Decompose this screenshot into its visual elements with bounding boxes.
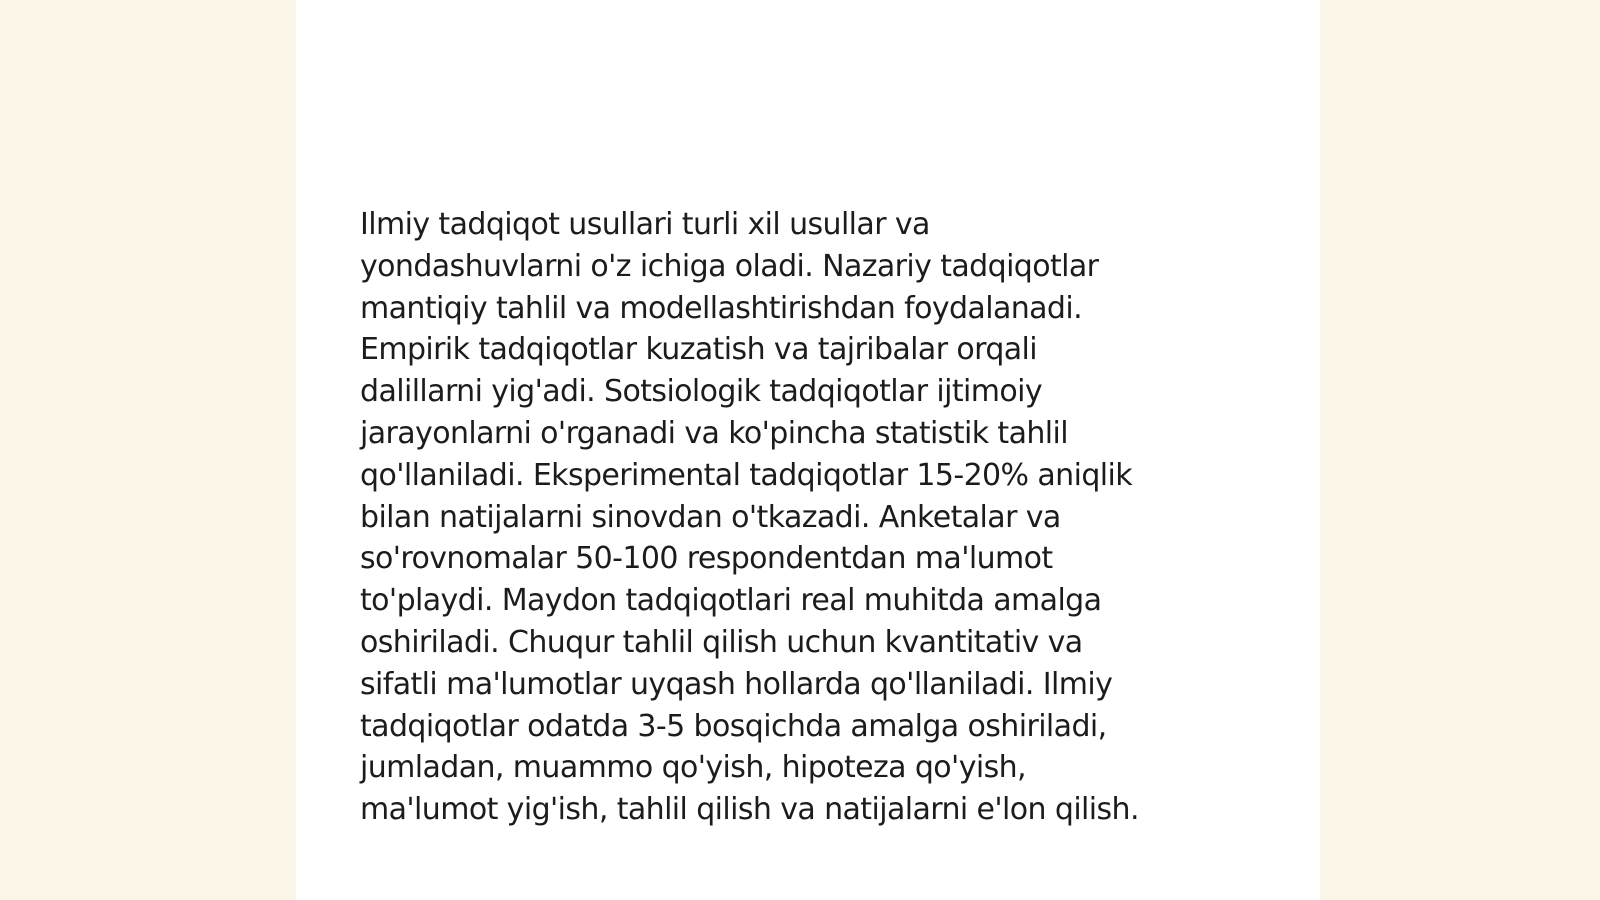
document-page: [296, 0, 1320, 900]
body-paragraph: Ilmiy tadqiqot usullari turli xil usullar va yondashuvlarni o'z ichiga oladi. Nazariy tadqiqotlar mantiqiy tahlil va modellashtirishdan foydalanadi. Empirik tadqiqotlar kuzatish va tajribalar orqali dalillarni yig'adi. Sotsiologik tadqiqotlar ijtimoiy jarayonlarni o'rganadi va ko'pincha statistik tahlil qo'llaniladi. Eksperimental tadqiqotlar 15-20% aniqlik bilan natijalarni sinovdan o'tkazadi. Anketalar va so'rovnomalar 50-100 respondentdan ma'lumot to'playdi. Maydon tadqiqotlari real muhitda amalga oshiriladi. Chuqur tahlil qilish uchun kvantitativ va sifatli ma'lumotlar uyqash hollarda qo'llaniladi. Ilmiy tadqiqotlar odatda 3-5 bosqichda amalga oshiriladi, jumladan, muammo qo'yish, hipoteza qo'yish, ma'lumot yig'ish, tahlil qilish va natijalarni e'lon qilish.: [360, 207, 1139, 828]
